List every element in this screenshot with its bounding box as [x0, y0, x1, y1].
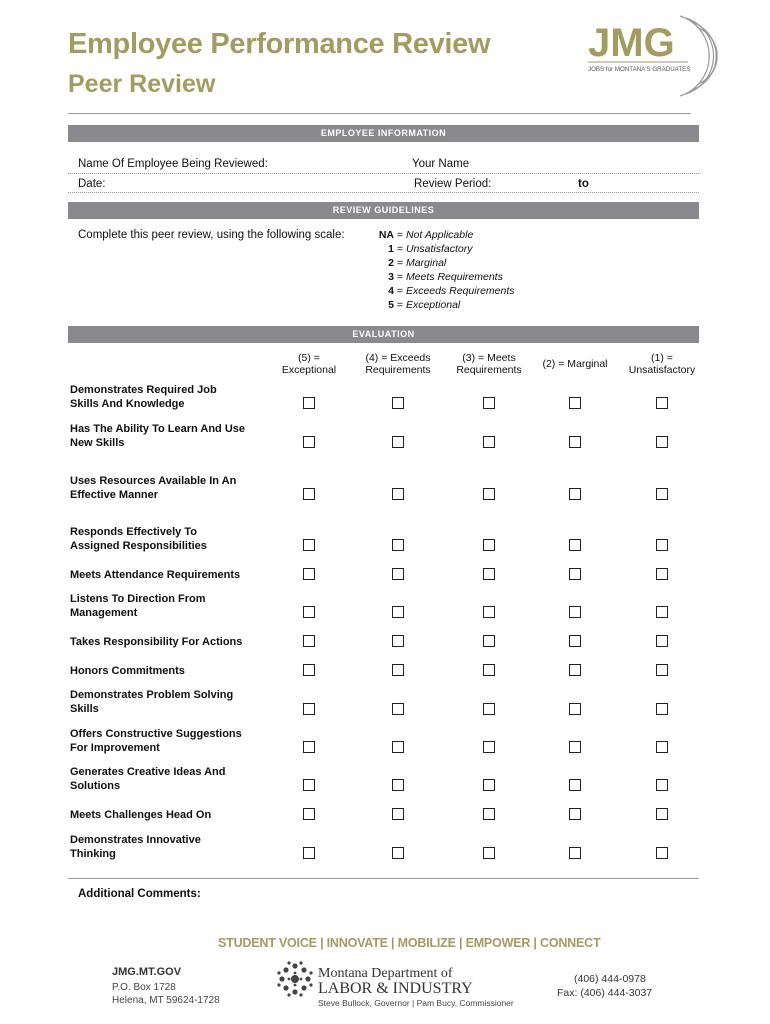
- footer-address-line2: Helena, MT 59624-1728: [112, 995, 220, 1006]
- rating-checkbox[interactable]: [392, 635, 404, 647]
- criterion-line2: Assigned Responsibilities: [70, 540, 207, 552]
- scale-row: 2 = Marginal: [388, 257, 447, 269]
- criterion-label: [70, 635, 280, 649]
- criterion-line1: Meets Attendance Requirements: [70, 569, 241, 581]
- criterion-label: [70, 688, 280, 716]
- rating-checkbox[interactable]: [483, 606, 495, 618]
- rating-checkbox[interactable]: [569, 606, 581, 618]
- header-divider: [68, 113, 691, 114]
- rating-column-header: [444, 352, 534, 376]
- page-subtitle: Peer Review: [68, 70, 216, 98]
- rating-checkbox[interactable]: [392, 397, 404, 409]
- column-header-line2: Exceptional: [281, 364, 337, 376]
- column-header-line2: Requirements: [456, 364, 522, 376]
- criterion-line1: Meets Challenges Head On: [70, 809, 212, 821]
- criterion-line2: Thinking: [70, 848, 116, 860]
- rating-checkbox[interactable]: [392, 741, 404, 753]
- rating-checkbox[interactable]: [483, 488, 495, 500]
- rating-checkbox[interactable]: [303, 847, 315, 859]
- criterion-line2: Skills And Knowledge: [70, 398, 185, 410]
- rating-checkbox[interactable]: [569, 664, 581, 676]
- rating-column-header: [617, 352, 707, 376]
- rating-checkbox[interactable]: [569, 539, 581, 551]
- your-name-label: Your Name: [412, 158, 470, 170]
- rating-checkbox[interactable]: [303, 703, 315, 715]
- rating-checkbox[interactable]: [303, 664, 315, 676]
- criterion-line2: Management: [70, 607, 138, 619]
- column-header-line2: Unsatisfactory: [628, 364, 696, 376]
- rating-checkbox[interactable]: [392, 606, 404, 618]
- footer-address-line1: P.O. Box 1728: [112, 982, 176, 993]
- criterion-line1: Uses Resources Available In An: [70, 475, 237, 487]
- column-header-line2: Requirements: [365, 364, 431, 376]
- criterion-line1: Responds Effectively To: [70, 526, 197, 538]
- scale-row: 1 = Unsatisfactory: [388, 243, 473, 255]
- rating-checkbox[interactable]: [483, 703, 495, 715]
- criterion-line2: Skills: [70, 703, 99, 715]
- rating-checkbox[interactable]: [656, 779, 668, 791]
- column-header-line1: (3) = Meets: [462, 352, 516, 364]
- footer-tagline: STUDENT VOICE | INNOVATE | MOBILIZE | EMPOWER | CONNECT: [218, 936, 601, 950]
- rating-checkbox[interactable]: [483, 664, 495, 676]
- rating-checkbox[interactable]: [303, 397, 315, 409]
- criterion-label: [70, 808, 280, 822]
- rating-checkbox[interactable]: [483, 397, 495, 409]
- criterion-line1: Offers Constructive Suggestions: [70, 728, 242, 740]
- criterion-line1: Takes Responsibility For Actions: [70, 636, 243, 648]
- criterion-label: [70, 664, 280, 678]
- rating-checkbox[interactable]: [483, 779, 495, 791]
- column-header-line1: (1) =: [651, 352, 673, 364]
- rating-checkbox[interactable]: [303, 808, 315, 820]
- rating-checkbox[interactable]: [303, 488, 315, 500]
- criterion-label: [70, 765, 280, 793]
- rating-column-header: [264, 352, 354, 376]
- rating-checkbox[interactable]: [656, 397, 668, 409]
- rating-checkbox[interactable]: [483, 808, 495, 820]
- criterion-line1: Demonstrates Problem Solving: [70, 689, 234, 701]
- criterion-label: [70, 592, 280, 620]
- rating-checkbox[interactable]: [392, 779, 404, 791]
- rating-checkbox[interactable]: [303, 741, 315, 753]
- criterion-line1: Honors Commitments: [70, 665, 185, 677]
- logo-text: JMG: [588, 21, 675, 65]
- criterion-line2: For Improvement: [70, 742, 160, 754]
- employee-name-label: Name Of Employee Being Reviewed:: [78, 158, 268, 170]
- rating-checkbox[interactable]: [303, 568, 315, 580]
- rating-checkbox[interactable]: [569, 488, 581, 500]
- criterion-label: [70, 422, 280, 450]
- section-employee-information: EMPLOYEE INFORMATION: [68, 125, 699, 142]
- rating-checkbox[interactable]: [569, 808, 581, 820]
- jmg-logo: [584, 10, 724, 100]
- rating-checkbox[interactable]: [569, 436, 581, 448]
- rating-checkbox[interactable]: [569, 635, 581, 647]
- rating-checkbox[interactable]: [656, 703, 668, 715]
- rating-checkbox[interactable]: [483, 436, 495, 448]
- rating-checkbox[interactable]: [656, 568, 668, 580]
- rating-checkbox[interactable]: [656, 847, 668, 859]
- criterion-label: [70, 383, 280, 411]
- criterion-line1: Listens To Direction From: [70, 593, 206, 605]
- rating-checkbox[interactable]: [392, 703, 404, 715]
- criterion-line1: Demonstrates Innovative: [70, 834, 201, 846]
- rating-checkbox[interactable]: [656, 606, 668, 618]
- scale-row: 3 = Meets Requirements: [388, 271, 503, 283]
- scale-row: 4 = Exceeds Requirements: [388, 285, 515, 297]
- rating-column-header: [530, 358, 620, 370]
- rating-checkbox[interactable]: [569, 741, 581, 753]
- name-field[interactable]: [68, 173, 699, 174]
- governor-line: Steve Bullock, Governor | Pam Bucy, Commissioner: [318, 998, 514, 1008]
- rating-checkbox[interactable]: [656, 539, 668, 551]
- scale-row: NA = Not Applicable: [378, 229, 474, 241]
- criterion-line1: Has The Ability To Learn And Use: [70, 423, 246, 435]
- rating-checkbox[interactable]: [656, 635, 668, 647]
- rating-checkbox[interactable]: [303, 539, 315, 551]
- logo-tagline: JOBS for MONTANA'S GRADUATES: [588, 66, 691, 73]
- criterion-line2: Solutions: [70, 780, 121, 792]
- criterion-label: [70, 474, 280, 502]
- section-review-guidelines: REVIEW GUIDELINES: [68, 202, 699, 219]
- guidelines-instruction: Complete this peer review, using the following scale:: [78, 229, 345, 241]
- criterion-line2: New Skills: [70, 437, 125, 449]
- column-header-line1: (2) = Marginal: [542, 358, 608, 370]
- rating-checkbox[interactable]: [392, 808, 404, 820]
- dept-name-line2: LABOR & INDUSTRY: [318, 980, 473, 997]
- rating-checkbox[interactable]: [392, 488, 404, 500]
- rating-scale: [372, 228, 515, 312]
- column-header-line1: (4) = Exceeds: [365, 352, 431, 364]
- rating-checkbox[interactable]: [483, 539, 495, 551]
- rating-checkbox[interactable]: [569, 847, 581, 859]
- page-title: Employee Performance Review: [68, 28, 491, 60]
- criterion-line1: Demonstrates Required Job: [70, 384, 217, 396]
- additional-comments-label: Additional Comments:: [78, 888, 201, 900]
- rating-checkbox[interactable]: [392, 436, 404, 448]
- dept-name-line1: Montana Department of: [318, 966, 453, 981]
- column-header-line1: (5) =: [298, 352, 320, 364]
- footer-fax: Fax: (406) 444-3037: [557, 987, 653, 999]
- rating-checkbox[interactable]: [569, 779, 581, 791]
- to-label: to: [578, 178, 589, 190]
- rating-checkbox[interactable]: [656, 808, 668, 820]
- criterion-label: [70, 727, 280, 755]
- review-period-label: Review Period:: [414, 178, 492, 190]
- footer-phone: (406) 444-0978: [574, 973, 646, 985]
- rating-checkbox[interactable]: [303, 606, 315, 618]
- criterion-label: [70, 568, 280, 582]
- criterion-label: [70, 525, 280, 553]
- section-evaluation: EVALUATION: [68, 326, 699, 343]
- rating-checkbox[interactable]: [392, 568, 404, 580]
- rating-checkbox[interactable]: [656, 488, 668, 500]
- rating-checkbox[interactable]: [303, 779, 315, 791]
- rating-checkbox[interactable]: [483, 635, 495, 647]
- rating-checkbox[interactable]: [483, 847, 495, 859]
- rating-checkbox[interactable]: [303, 436, 315, 448]
- rating-checkbox[interactable]: [303, 635, 315, 647]
- scale-row: 5 = Exceptional: [388, 299, 461, 311]
- dept-seal-icon: [276, 960, 314, 998]
- rating-checkbox[interactable]: [656, 741, 668, 753]
- comments-divider: [68, 878, 699, 879]
- rating-checkbox[interactable]: [392, 539, 404, 551]
- rating-checkbox[interactable]: [656, 436, 668, 448]
- rating-checkbox[interactable]: [656, 664, 668, 676]
- criterion-label: [70, 833, 280, 861]
- criterion-line1: Generates Creative Ideas And: [70, 766, 226, 778]
- rating-checkbox[interactable]: [392, 664, 404, 676]
- rating-checkbox[interactable]: [392, 847, 404, 859]
- criterion-line2: Effective Manner: [70, 489, 159, 501]
- footer-website[interactable]: JMG.MT.GOV: [112, 966, 182, 978]
- date-label: Date:: [78, 178, 106, 190]
- date-field[interactable]: [68, 192, 699, 193]
- rating-checkbox[interactable]: [569, 568, 581, 580]
- rating-checkbox[interactable]: [483, 741, 495, 753]
- rating-checkbox[interactable]: [483, 568, 495, 580]
- rating-checkbox[interactable]: [569, 703, 581, 715]
- rating-column-header: [353, 352, 443, 376]
- rating-checkbox[interactable]: [569, 397, 581, 409]
